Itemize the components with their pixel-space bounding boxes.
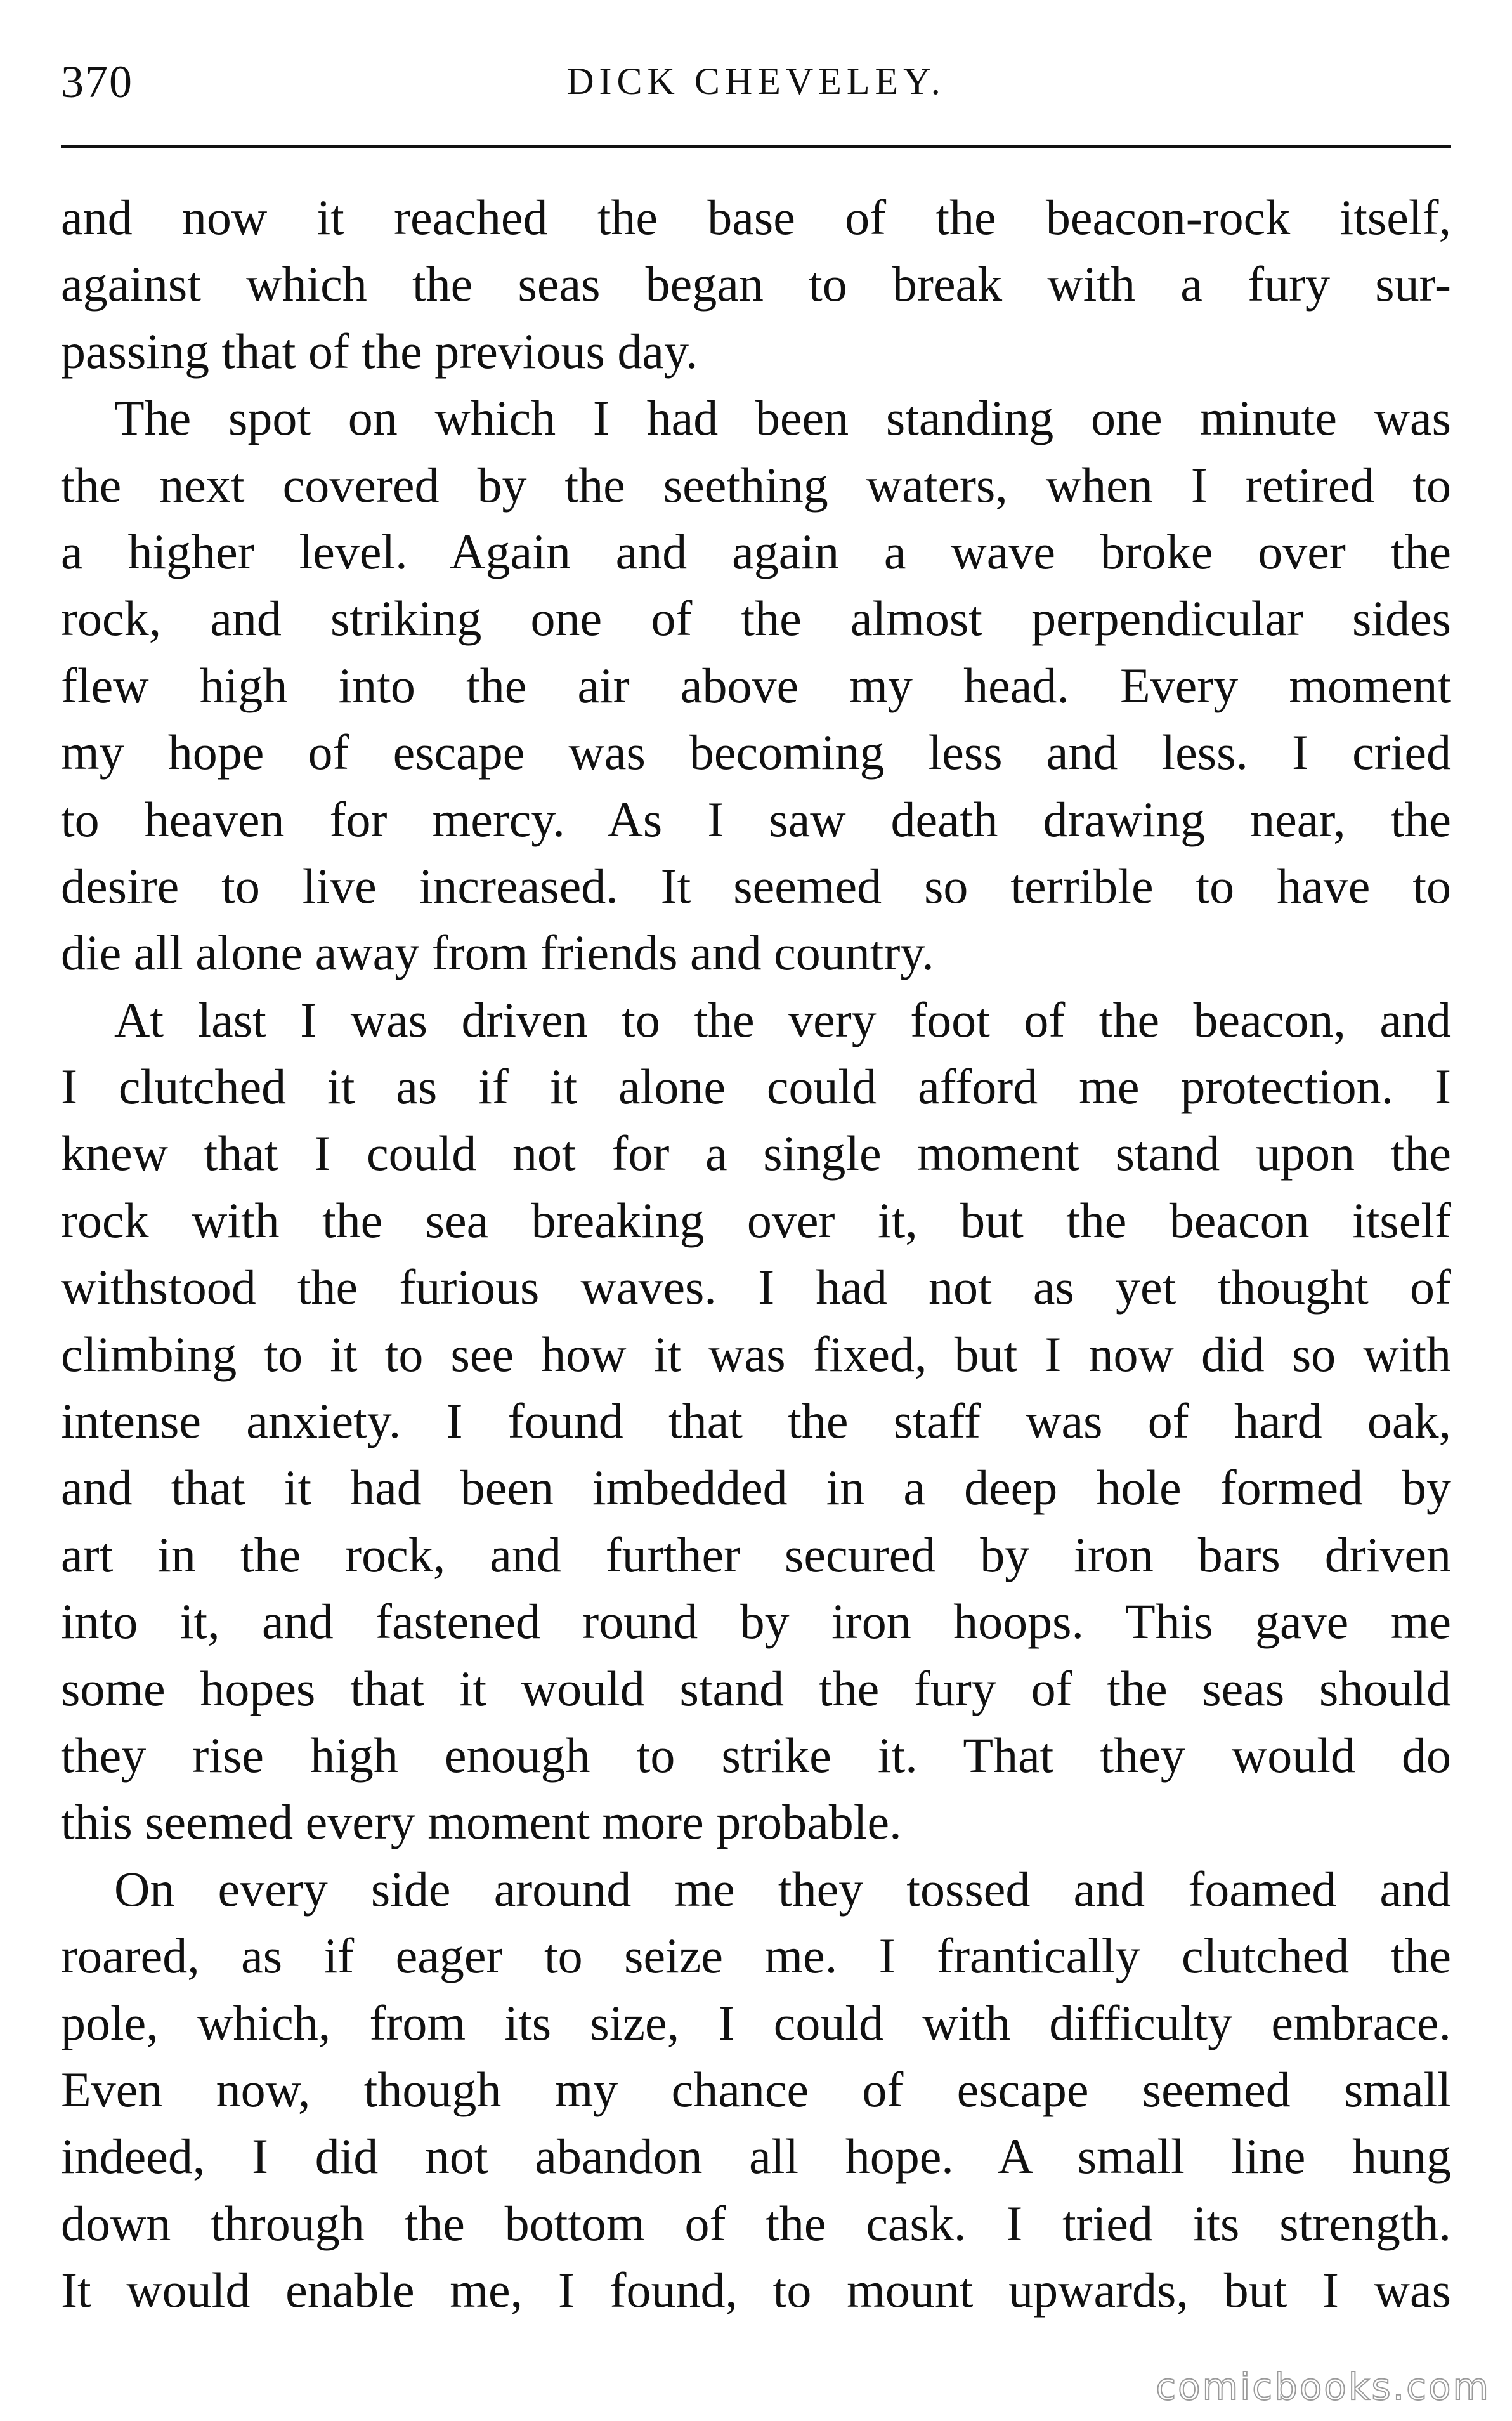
page-header [61, 56, 1451, 126]
text-line: flew high into the air above my head. Every moment [61, 657, 1451, 713]
text-line: they rise high enough to strike it. That they would do [61, 1727, 1451, 1783]
text-line: On every side around me they tossed and foamed and [114, 1861, 1451, 1917]
text-line: I clutched it as if it alone could afford me protection. I [61, 1059, 1451, 1115]
text-line: climbing to it to see how it was fixed, but I now did so with [61, 1326, 1451, 1382]
text-line: indeed, I did not abandon all hope. A small line hung [61, 2129, 1451, 2184]
text-line: and that it had been imbedded in a deep hole formed by [61, 1460, 1451, 1516]
header-rule [61, 145, 1451, 148]
text-line: art in the rock, and further secured by iron bars driven [61, 1526, 1451, 1582]
text-line: desire to live increased. It seemed so terrible to have to [61, 858, 1451, 914]
text-line: to heaven for mercy. As I saw death drawing near, the [61, 791, 1451, 847]
text-line: a higher level. Again and again a wave broke over the [61, 523, 1451, 579]
text-line: some hopes that it would stand the fury of the seas should [61, 1660, 1451, 1716]
text-line: the next covered by the seething waters, when I retired to [61, 457, 1451, 513]
text-line: intense anxiety. I found that the staff was of hard oak, [61, 1393, 1451, 1449]
body-text [61, 184, 1451, 2324]
text-line: withstood the furious waves. I had not as yet thought of [61, 1259, 1451, 1315]
text-line: At last I was driven to the very foot of the beacon, and [114, 992, 1451, 1047]
text-line: pole, which, from its size, I could with difficulty embrace. [61, 1995, 1451, 2050]
text-line: rock with the sea breaking over it, but the beacon itself [61, 1192, 1451, 1248]
text-line: rock, and striking one of the almost perpendicular sides [61, 591, 1451, 646]
text-line: It would enable me, I found, to mount upwards, but I was [61, 2262, 1451, 2318]
book-page [61, 0, 1451, 2421]
running-title: DICK CHEVELEY. [566, 60, 946, 102]
text-line: into it, and fastened round by iron hoops. This gave me [61, 1594, 1451, 1650]
text-line: and now it reached the base of the beacon-rock itself, [61, 190, 1451, 245]
watermark: comicbooks.com [1156, 2365, 1490, 2408]
text-line: roared, as if eager to seize me. I frantically clutched the [61, 1928, 1451, 1984]
text-line: this seemed every moment more probable. [61, 1794, 902, 1850]
text-line: down through the bottom of the cask. I tried its strength. [61, 2195, 1451, 2251]
text-line: passing that of the previous day. [61, 323, 698, 379]
page-number: 370 [61, 56, 133, 107]
text-line: against which the seas began to break with a fury sur- [61, 256, 1451, 312]
text-line: die all alone away from friends and country. [61, 925, 934, 981]
text-line: Even now, though my chance of escape seemed small [61, 2061, 1451, 2117]
text-line: knew that I could not for a single moment stand upon the [61, 1125, 1451, 1181]
text-line: The spot on which I had been standing one minute was [114, 390, 1451, 446]
text-line: my hope of escape was becoming less and less. I cried [61, 725, 1451, 780]
